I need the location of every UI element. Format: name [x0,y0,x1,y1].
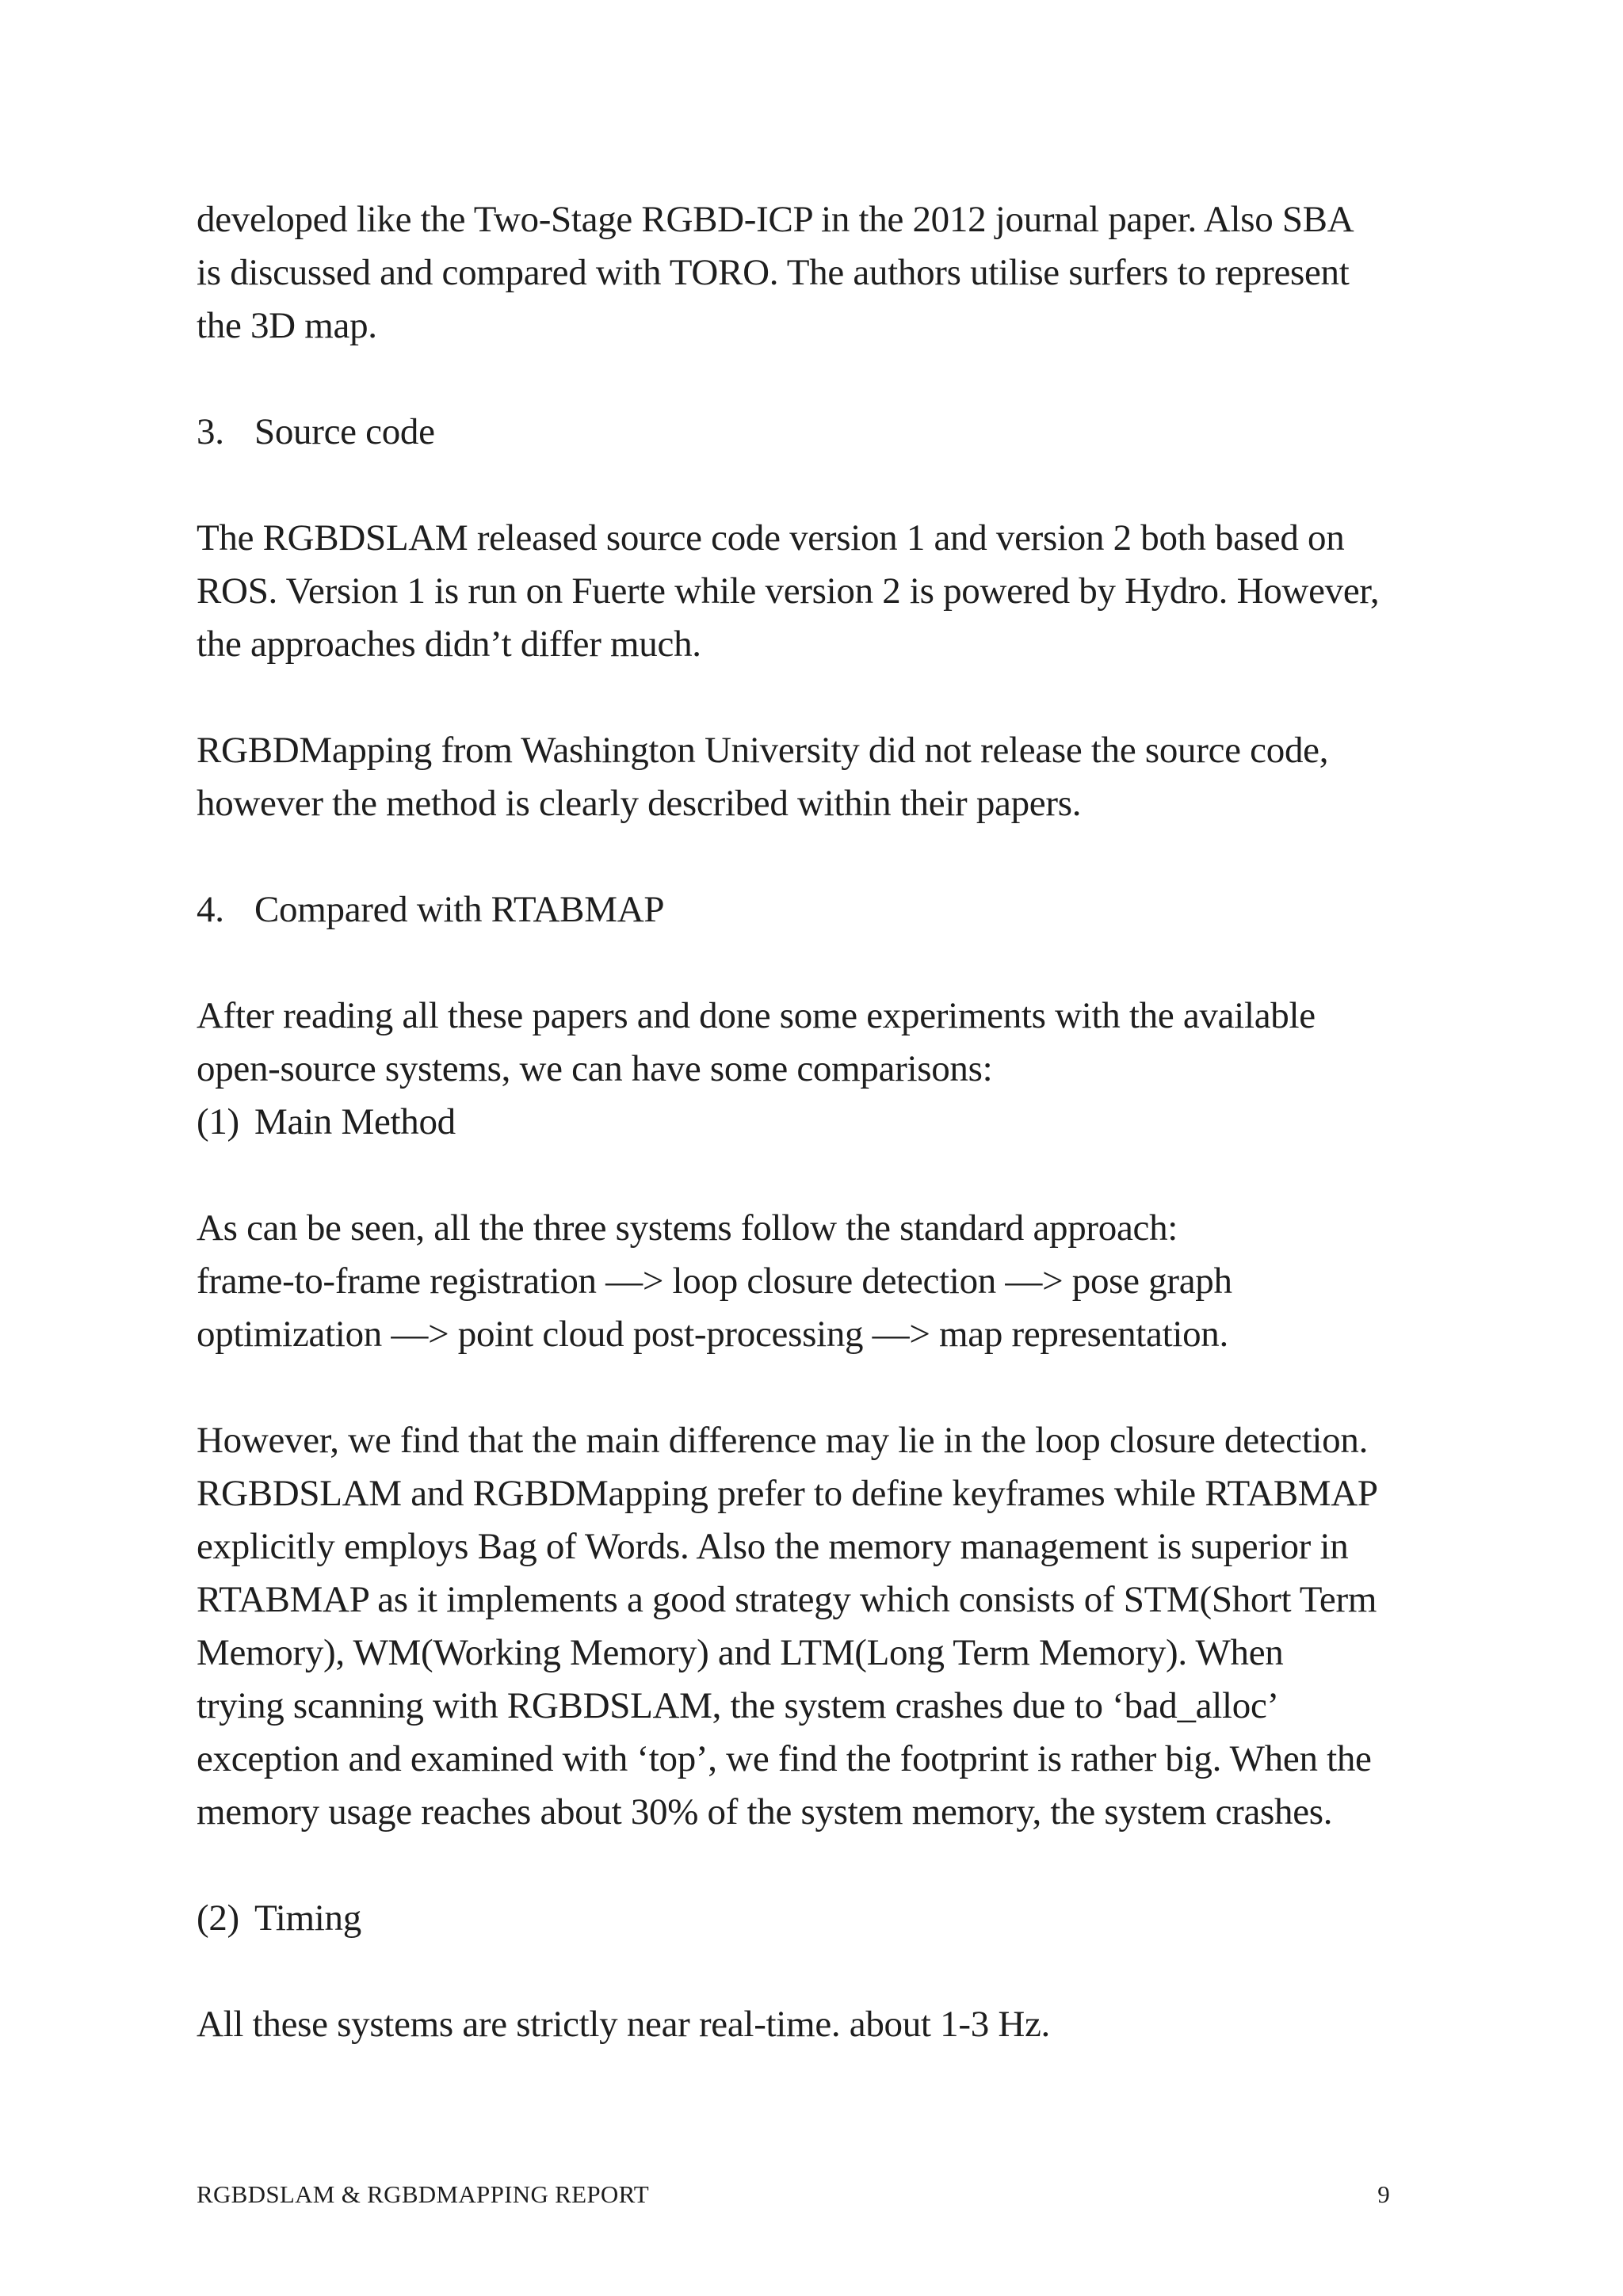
section-title: Source code [254,411,435,452]
paragraph-spacer [197,936,1433,990]
text-line: exception and examined with ‘top’, we find the footprint is rather big. When the [197,1738,1372,1779]
footer-report-title: RGBDSLAM & RGBDMAPPING REPORT [197,2180,649,2208]
section-number: 3. [197,411,224,452]
subsection-number: (2) [197,1897,239,1939]
page-footer [197,2177,1433,2212]
footer-page-number: 9 [1377,2180,1390,2208]
paragraph-spacer [197,830,1433,883]
section-heading-compared [197,883,1433,936]
paragraph-spacer [197,459,1433,512]
text-line: frame-to-frame registration —> loop closure detection —> pose graph [197,1261,1232,1302]
text-line: is discussed and compared with TORO. The authors utilise surfers to represent [197,252,1350,293]
document-page [197,0,1433,2296]
text-line: explicitly employs Bag of Words. Also the memory management is superior in [197,1526,1349,1567]
paragraph-spacer [197,353,1433,406]
paragraph-intro [197,193,1433,353]
paragraph-spacer [197,671,1433,724]
paragraph-main-method-2 [197,1414,1433,1839]
text-line: RGBDMapping from Washington University did not release the source code, [197,730,1329,771]
text-line: memory usage reaches about 30% of the system memory, the system crashes. [197,1791,1333,1833]
paragraph-spacer [197,1361,1433,1414]
text-line: the approaches didn’t differ much. [197,624,701,665]
text-line: The RGBDSLAM released source code version 1 and version 2 both based on [197,517,1345,559]
paragraph-spacer [197,1945,1433,1998]
text-line: optimization —> point cloud post-processing —> map representation. [197,1314,1228,1355]
text-line: open-source systems, we can have some comparisons: [197,1048,993,1089]
text-line: however the method is clearly described within their papers. [197,783,1082,824]
text-line: As can be seen, all the three systems follow the standard approach: [197,1207,1178,1249]
paragraph-timing-1 [197,1998,1433,2051]
document-body [197,193,1433,2051]
text-line: the 3D map. [197,305,377,346]
section-heading-source-code [197,406,1433,459]
text-line: Memory), WM(Working Memory) and LTM(Long Term Memory). When [197,1632,1284,1673]
text-line: RGBDSLAM and RGBDMapping prefer to define keyframes while RTABMAP [197,1473,1378,1514]
paragraph-source-code-1 [197,512,1433,671]
section-title: Compared with RTABMAP [254,889,665,930]
paragraph-spacer [197,1149,1433,1202]
subsection-heading-timing [197,1892,1433,1945]
subsection-title: Timing [254,1897,361,1939]
text-line: ROS. Version 1 is run on Fuerte while version 2 is powered by Hydro. However, [197,570,1380,612]
paragraph-compared-1 [197,990,1433,1096]
text-line: After reading all these papers and done some experiments with the available [197,995,1316,1036]
subsection-heading-main-method [197,1096,1433,1149]
paragraph-source-code-2 [197,724,1433,830]
paragraph-spacer [197,1839,1433,1892]
text-line: All these systems are strictly near real-time. about 1-3 Hz. [197,2004,1050,2045]
text-line: trying scanning with RGBDSLAM, the system crashes due to ‘bad_alloc’ [197,1685,1279,1726]
text-line: RTABMAP as it implements a good strategy which consists of STM(Short Term [197,1579,1377,1620]
paragraph-main-method-1 [197,1202,1433,1361]
text-line: developed like the Two-Stage RGBD-ICP in the 2012 journal paper. Also SBA [197,199,1354,240]
text-line: However, we find that the main difference may lie in the loop closure detection. [197,1420,1369,1461]
section-number: 4. [197,889,224,930]
subsection-title: Main Method [254,1101,456,1142]
subsection-number: (1) [197,1101,239,1142]
